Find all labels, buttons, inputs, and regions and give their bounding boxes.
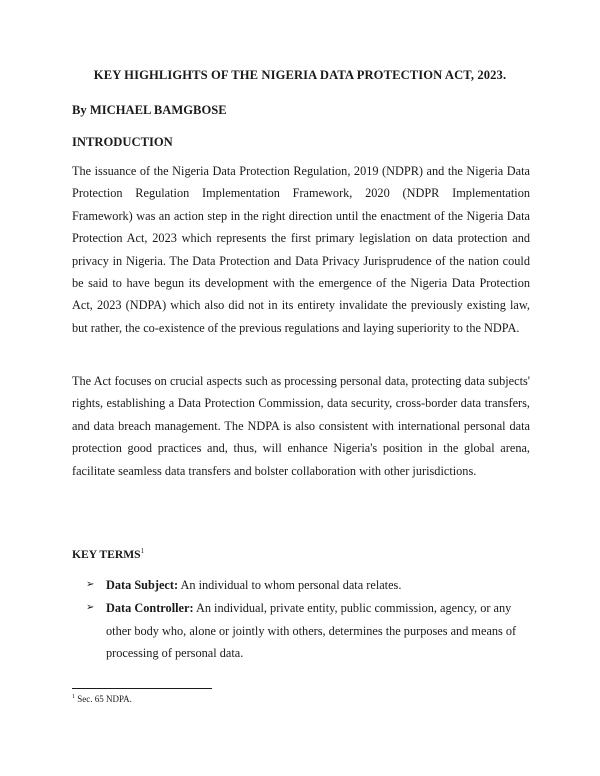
key-terms-heading-text: KEY TERMS — [72, 548, 141, 561]
footnote-divider — [72, 688, 212, 689]
arrow-bullet-icon: ➢ — [86, 579, 95, 590]
term-name: Data Subject: — [106, 578, 179, 592]
author-line: By MICHAEL BAMGBOSE — [72, 103, 227, 117]
footnote — [72, 694, 132, 704]
footnote-reference: 1 — [140, 547, 145, 556]
key-terms-heading — [72, 548, 144, 561]
key-terms-list — [86, 574, 530, 665]
document-title: KEY HIGHLIGHTS OF THE NIGERIA DATA PROTECTION ACT, 2023. — [93, 68, 507, 82]
term-definition: An individual, private entity, public commission, agency, or any other body who, alone or jointly with others, determines the purposes and means of processing of personal data. — [106, 601, 517, 661]
introduction-paragraph-1: The issuance of the Nigeria Data Protection Regulation, 2019 (NDPR) and the Nigeria Data Protection Regulation Implementation Framework, 2020 (NDPR Implementation Framework) was an action step in the right direction until the enactment of the Nigeria Data Protection Act, 2023 which represents the first primary legislation on data protection and privacy in Nigeria. The Data Protection and Data Privacy Jurisprudence of the nation could be said to have begun its development with the emergence of the Nigeria Data Protection Act, 2023 (NDPA) which also did not in its entirety invalidate the previously existing law, but rather, the co-existence of the previous regulations and laying superiority to the NDPA. — [72, 164, 530, 335]
introduction-paragraph-2: The Act focuses on crucial aspects such as processing personal data, protecting data subjects' rights, establishing a Data Protection Commission, data security, cross-border data transfers, and data breach management. The NDPA is also consistent with international personal data protection good practices and, thus, will enhance Nigeria's position in the global arena, facilitate seamless data transfers and bolster collaboration with other jurisdictions. — [72, 374, 530, 478]
footnote-number: 1 — [72, 694, 75, 700]
list-item — [86, 574, 530, 596]
term-definition: An individual to whom personal data relates. — [178, 578, 402, 592]
arrow-bullet-icon: ➢ — [86, 602, 95, 614]
footnote-text: Sec. 65 NDPA. — [75, 694, 132, 704]
list-item — [86, 597, 530, 664]
term-name: Data Controller: — [106, 601, 194, 616]
introduction-heading: INTRODUCTION — [72, 135, 173, 149]
